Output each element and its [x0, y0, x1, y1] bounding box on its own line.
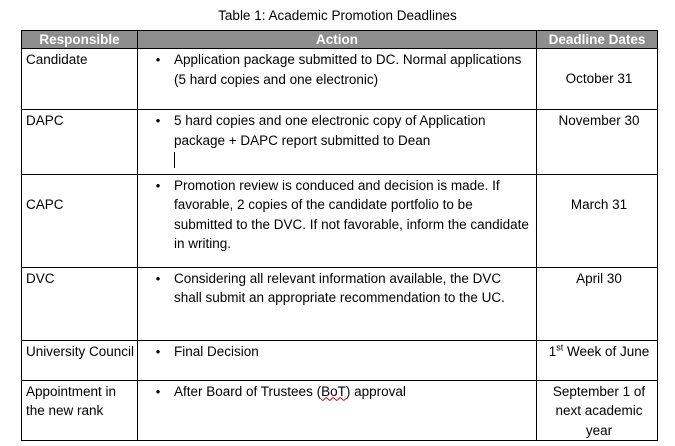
table-row	[22, 174, 658, 267]
bullet-icon: •	[155, 383, 161, 399]
cell-responsible: Candidate	[22, 49, 138, 110]
action-text: 5 hard copies and one electronic copy of Application package + DAPC report submitted to Dean	[174, 113, 486, 148]
cell-action	[138, 340, 537, 380]
text-cursor	[174, 152, 175, 168]
action-text-spellcheck: BoT	[321, 383, 346, 399]
deadline-rest: Week of June	[563, 343, 650, 359]
action-text: Considering all relevant information available, the DVC shall submit an appropriate recommendation to the UC.	[174, 270, 505, 305]
cell-deadline: September 1 of next academic year	[537, 380, 658, 441]
deadlines-table	[21, 30, 658, 441]
deadline-sup: st	[556, 342, 564, 352]
table-row	[22, 110, 658, 175]
table-row	[22, 340, 658, 380]
cell-deadline	[537, 340, 658, 380]
header-deadline: Deadline Dates	[537, 31, 658, 49]
action-text: Application package submitted to DC. Normal applications (5 hard copies and one electronic)	[174, 52, 522, 87]
cell-deadline: March 31	[537, 174, 658, 267]
table-caption: Table 1: Academic Promotion Deadlines	[218, 8, 457, 23]
table-row	[22, 267, 658, 340]
cell-action	[138, 49, 537, 110]
cell-responsible: CAPC	[22, 174, 138, 267]
bullet-icon: •	[155, 270, 161, 286]
cell-responsible: DVC	[22, 267, 138, 340]
bullet-icon: •	[155, 343, 161, 359]
header-responsible: Responsible	[22, 31, 138, 49]
bullet-icon: •	[155, 113, 161, 128]
table-row	[22, 380, 658, 441]
cell-deadline: November 30	[537, 110, 658, 175]
action-text: Final Decision	[174, 343, 259, 359]
cell-action	[138, 267, 537, 340]
cell-action	[138, 380, 537, 441]
bullet-icon: •	[155, 177, 161, 193]
table-header-row	[22, 31, 658, 49]
header-action: Action	[138, 31, 537, 49]
table-row	[22, 49, 658, 110]
cell-action	[138, 174, 537, 267]
cell-responsible: Appointment in the new rank	[22, 380, 138, 441]
action-text: Promotion review is conduced and decision is made. If favorable, 2 copies of the candidate portfolio to be submitted to the DVC. If not favorable, inform the candidate in writing.	[174, 177, 529, 251]
action-text	[174, 382, 536, 402]
action-text-post: ) approval	[345, 383, 406, 399]
cell-responsible: DAPC	[22, 110, 138, 175]
cell-deadline: April 30	[537, 267, 658, 340]
cell-responsible: University Council	[22, 340, 138, 380]
cell-action	[138, 110, 537, 175]
cell-deadline: October 31	[537, 49, 658, 110]
action-text-pre: After Board of Trustees (	[174, 383, 322, 399]
bullet-icon: •	[155, 52, 161, 67]
deadline-num: 1	[548, 343, 557, 359]
